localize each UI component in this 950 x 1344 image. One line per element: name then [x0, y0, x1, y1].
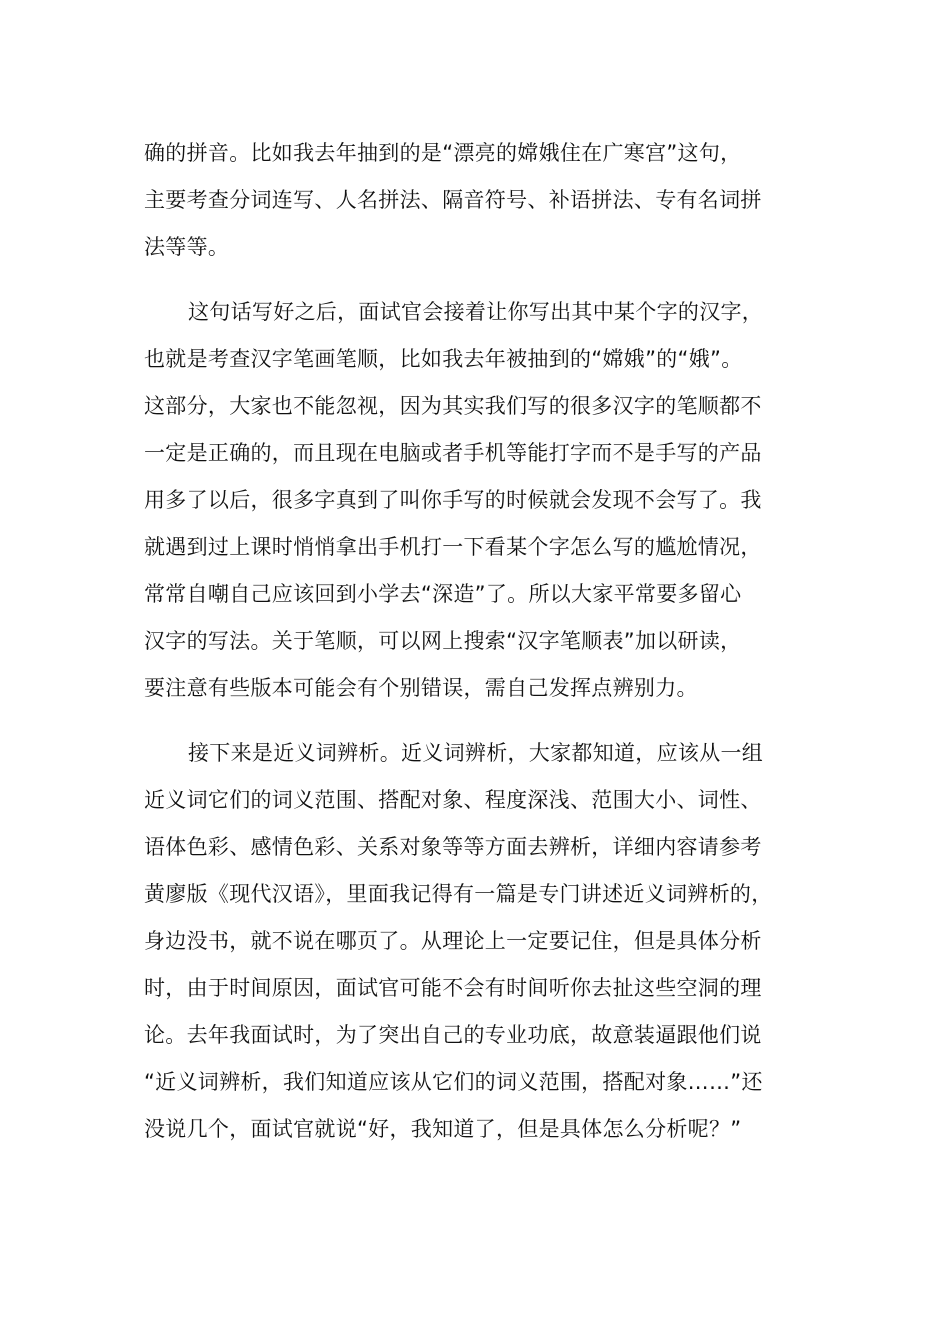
paragraph-synonym-analysis — [144, 730, 808, 1153]
text-line: 近义词它们的词义范围、搭配对象、程度深浅、范围大小、词性、 — [144, 788, 762, 812]
text-line: 语体色彩、感情色彩、关系对象等等方面去辨析，详细内容请参考 — [144, 835, 762, 859]
text-line: 论。去年我面试时，为了突出自己的专业功底，故意装逼跟他们说 — [144, 1023, 762, 1047]
paragraph-pinyin-continued — [144, 130, 808, 271]
text-line: 确的拼音。比如我去年抽到的是“漂亮的嫦娥住在广寒宫”这句， — [144, 141, 742, 165]
text-line: 黄廖版《现代汉语》，里面我记得有一篇是专门讲述近义词辨析的， — [144, 882, 773, 906]
text-line: 法等等。 — [144, 235, 230, 259]
text-line: 没说几个，面试官就说“好，我知道了，但是具体怎么分析呢？” — [144, 1117, 742, 1141]
text-line: 身边没书，就不说在哪页了。从理论上一定要记住，但是具体分析 — [144, 929, 762, 953]
text-line: 就遇到过上课时悄悄拿出手机打一下看某个字怎么写的尴尬情况， — [144, 535, 762, 559]
text-line: 汉字的写法。关于笔顺，可以网上搜索“汉字笔顺表”加以研读， — [144, 629, 742, 653]
text-line: 接下来是近义词辨析。近义词辨析，大家都知道，应该从一组 — [188, 741, 764, 765]
text-line: 也就是考查汉字笔画笔顺，比如我去年被抽到的“嫦娥”的“娥”。 — [144, 347, 743, 371]
text-line: 主要考查分词连写、人名拼法、隔音符号、补语拼法、专有名词拼 — [144, 188, 762, 212]
document-body — [144, 130, 808, 1171]
text-line: 用多了以后，很多字真到了叫你手写的时候就会发现不会写了。我 — [144, 488, 762, 512]
text-line: 这部分，大家也不能忽视，因为其实我们写的很多汉字的笔顺都不 — [144, 394, 762, 418]
paragraph-stroke-order — [144, 289, 808, 712]
text-line: 要注意有些版本可能会有个别错误，需自己发挥点辨别力。 — [144, 676, 698, 700]
text-line: “近义词辨析，我们知道应该从它们的词义范围，搭配对象……”还 — [144, 1070, 763, 1094]
text-line: 常常自嘲自己应该回到小学去“深造”了。所以大家平常要多留心 — [144, 582, 742, 606]
text-line: 这句话写好之后，面试官会接着让你写出其中某个字的汉字， — [188, 300, 764, 324]
text-line: 时，由于时间原因，面试官可能不会有时间听你去扯这些空洞的理 — [144, 976, 762, 1000]
text-line: 一定是正确的，而且现在电脑或者手机等能打字而不是手写的产品 — [144, 441, 762, 465]
